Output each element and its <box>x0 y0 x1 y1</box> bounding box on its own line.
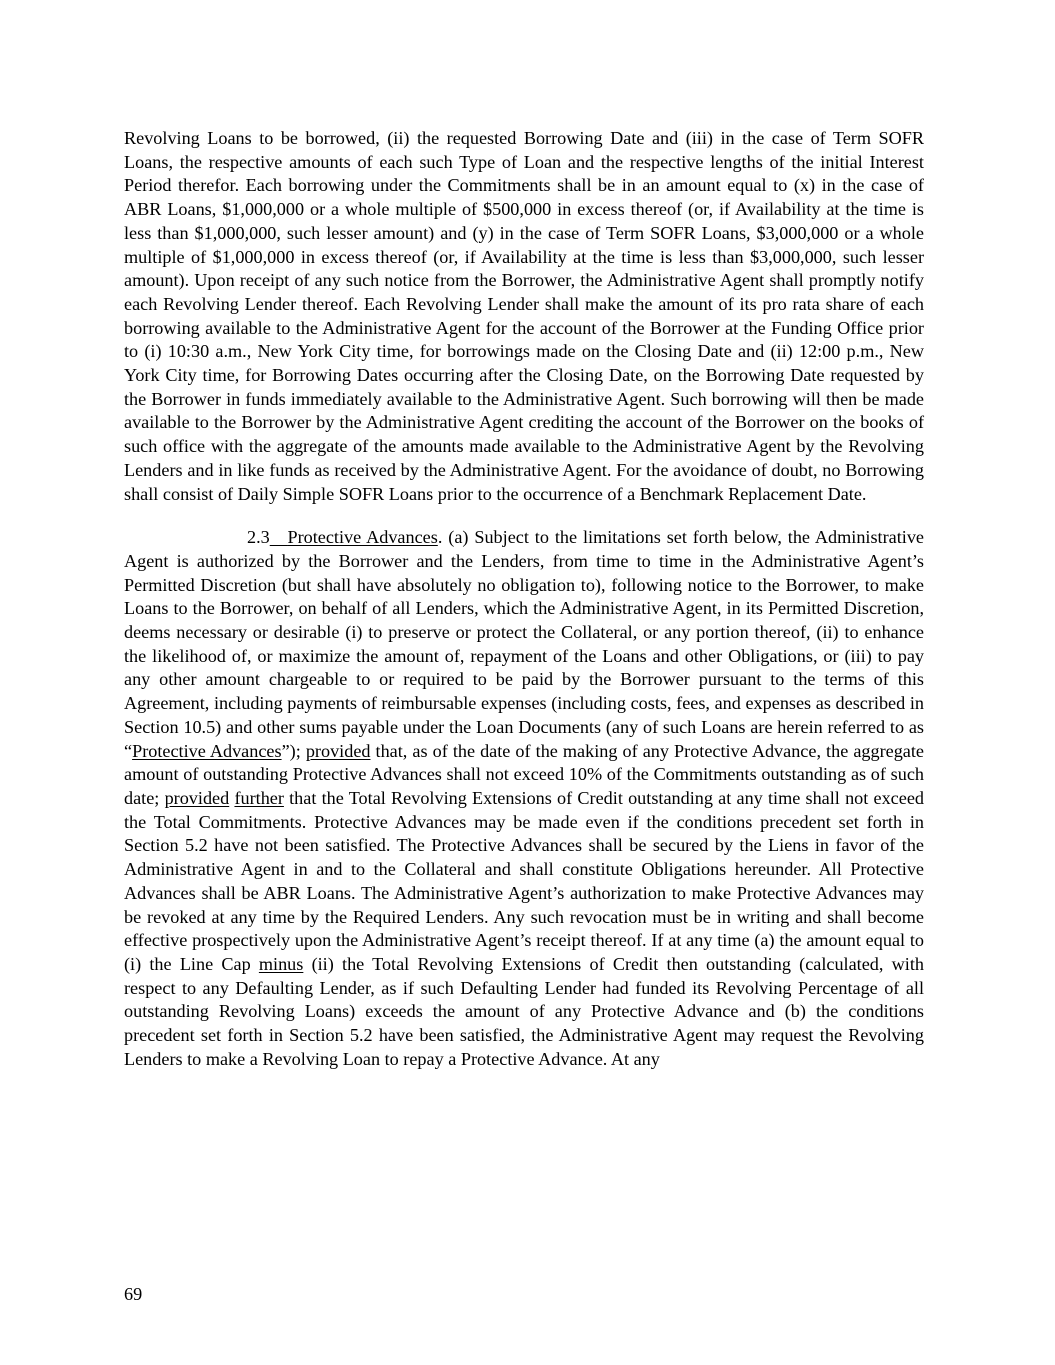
term-provided-2: provided <box>164 787 230 808</box>
term-provided: provided <box>305 740 371 761</box>
term-minus: minus <box>258 953 304 974</box>
defined-term-protective-advances: Protective Advances <box>132 740 282 761</box>
section-text-a: . (a) Subject to the limitations set forth below, the Administrative Agent is authorized by the Borrower and the Lenders, from time to time in the Administrative Agent’s Permitted Discretion (but shall have absolutely no obligation to), following notice to the Borrower, to make Loans to the Borrower, on behalf of all Lenders, which the Administrative Agent, in its Permitted Discretion, deems necessary or desirable (i) to preserve or protect the Collateral, or any portion thereof, (ii) to enhance the likelihood of, or maximize the amount of, repayment of the Loans and other Obligations, or (iii) to pay any other amount chargeable to or required to be paid by the Borrower pursuant to the terms of this Agreement, including payments of reimbursable expenses (including costs, fees, and expenses as described in Section 10.5) and other sums payable under the Loan Documents (any of such Loans are herein referred to as “ <box>124 527 924 761</box>
page-number: 69 <box>124 1284 143 1304</box>
section-2-3-protective-advances <box>124 526 924 1071</box>
section-number: 2.3 <box>247 527 270 548</box>
section-text-d: that the Total Revolving Extensions of Credit outstanding at any time shall not exceed the Total Commitments. Protective Advances may be made even if the conditions precedent set forth in Section 5.2 have not been satisfied. The Protective Advances shall be secured by the Liens in favor of the Administrative Agent in and to the Collateral and shall constitute Obligations hereunder. All Protective Advances shall be ABR Loans. The Administrative Agent’s authorization to make Protective Advances may be revoked at any time by the Required Lenders. Any such revocation must be in writing and shall become effective prospectively upon the Administrative Agent’s receipt thereof. If at any time (a) the amount equal to (i) the Line Cap <box>124 787 924 974</box>
section-title-gap <box>270 527 288 547</box>
section-text-b: ”); <box>281 740 306 761</box>
document-body <box>124 127 924 1071</box>
section-title: Protective Advances <box>287 527 438 548</box>
section-text-c: that, as of the date of the making of any Protective Advance, the aggregate amount of outstanding Protective Advances shall not exceed 10% of the Commitments outstanding as of such date; <box>124 740 924 808</box>
section-text-e: (ii) the Total Revolving Extensions of Credit then outstanding (calculated, with respect to any Defaulting Lender, as if such Defaulting Lender had funded its Revolving Percentage of all outstanding Revolving Loans) exceeds the amount of any Protective Advance and (b) the conditions precedent set forth in Section 5.2 have been satisfied, the Administrative Agent may request the Revolving Lenders to make a Revolving Loan to repay a Protective Advance. At any <box>124 953 925 1069</box>
term-further: further <box>234 787 284 808</box>
paragraph-borrowing-procedure: Revolving Loans to be borrowed, (ii) the requested Borrowing Date and (iii) in the case of Term SOFR Loans, the respective amounts of each such Type of Loan and the respective lengths of the initial Interest Period therefor. Each borrowing under the Commitments shall be in an amount equal to (x) in the case of ABR Loans, $1,000,000 or a whole multiple of $500,000 in excess thereof (or, if Availability at the time is less than $1,000,000, such lesser amount) and (y) in the case of Term SOFR Loans, $3,000,000 or a whole multiple of $1,000,000 in excess thereof (or, if Availability at the time is less than $3,000,000, such lesser amount). Upon receipt of any such notice from the Borrower, the Administrative Agent shall promptly notify each Revolving Lender thereof. Each Revolving Lender shall make the amount of its pro rata share of each borrowing available to the Administrative Agent for the account of the Borrower at the Funding Office prior to (i) 10:30 a.m., New York City time, for borrowings made on the Closing Date and (ii) 12:00 p.m., New York City time, for Borrowing Dates occurring after the Closing Date, on the Borrowing Date requested by the Borrower in funds immediately available to the Administrative Agent. Such borrowing will then be made available to the Borrower by the Administrative Agent crediting the account of the Borrower on the books of such office with the aggregate of the amounts made available to the Administrative Agent by the Revolving Lenders and in like funds as received by the Administrative Agent. For the avoidance of doubt, no Borrowing shall consist of Daily Simple SOFR Loans prior to the occurrence of a Benchmark Replacement Date. <box>124 128 924 504</box>
